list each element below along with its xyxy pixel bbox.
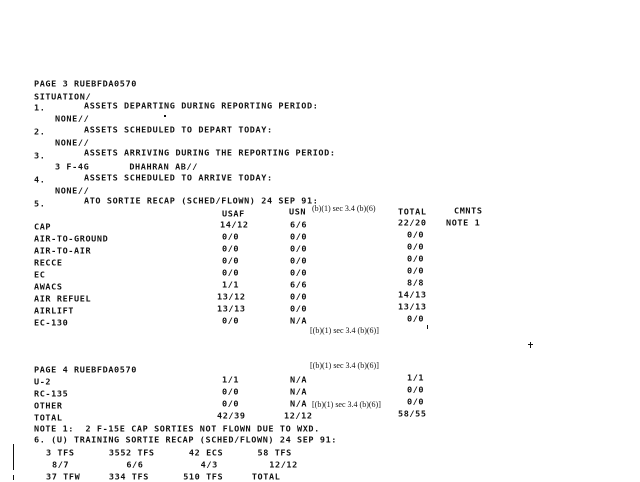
- row-usaf: 13/12: [217, 293, 246, 302]
- row-total: 1/1: [407, 374, 425, 383]
- row-total: 58/55: [398, 410, 427, 419]
- scan-speck: [427, 325, 428, 329]
- item-3-number: 3.: [34, 152, 46, 161]
- training-units-2: 37 TFW 334 TFS 510 TFS TOTAL: [46, 473, 281, 482]
- row-total: 0/0: [407, 398, 425, 407]
- item-4-text: ASSETS SCHEDULED TO ARRIVE TODAY:: [84, 174, 273, 183]
- column-header-cmnts: CMNTS: [454, 207, 483, 216]
- row-label: AWACS: [34, 283, 63, 292]
- row-label: OTHER: [34, 402, 63, 411]
- row-usaf: 0/0: [222, 233, 240, 242]
- row-label: AIR-TO-GROUND: [34, 235, 109, 244]
- row-total: 13/13: [398, 303, 427, 312]
- row-label: AIR-TO-AIR: [34, 247, 92, 256]
- row-label: EC: [34, 271, 46, 280]
- row-usaf: 0/0: [222, 269, 240, 278]
- training-values: 8/7 6/6 4/3 12/12: [52, 461, 298, 470]
- row-comments: NOTE 1: [446, 219, 481, 228]
- page-3-header: PAGE 3 RUEBFDA0570: [34, 80, 137, 89]
- redaction-label-inline: [(b)(1) sec 3.4 (b)(6)]: [312, 400, 381, 409]
- row-label: EC-130: [34, 319, 69, 328]
- item-5-number: 5.: [34, 200, 46, 209]
- item-2-number: 2.: [34, 128, 46, 137]
- row-label: RC-135: [34, 390, 69, 399]
- item-3-text: ASSETS ARRIVING DURING THE REPORTING PERIOD:: [84, 149, 336, 158]
- item-4-number: 4.: [34, 176, 46, 185]
- row-usaf: 1/1: [222, 376, 240, 385]
- item-6-text: 6. (U) TRAINING SORTIE RECAP (SCHED/FLOWN) 24 SEP 91:: [34, 436, 338, 445]
- scan-speck: [530, 342, 531, 348]
- item-4-value: NONE//: [55, 187, 90, 196]
- row-usn: 0/0: [290, 293, 308, 302]
- row-label: RECCE: [34, 259, 63, 268]
- row-usaf: 0/0: [222, 257, 240, 266]
- row-usn: 0/0: [290, 245, 308, 254]
- row-total: 14/13: [398, 291, 427, 300]
- scan-edge-mark: [13, 444, 14, 470]
- item-2-text: ASSETS SCHEDULED TO DEPART TODAY:: [84, 126, 273, 135]
- row-label: U-2: [34, 378, 52, 387]
- row-usaf: 0/0: [222, 245, 240, 254]
- row-usn: N/A: [290, 388, 308, 397]
- row-label: TOTAL: [34, 414, 63, 423]
- row-total: 22/20: [398, 219, 427, 228]
- row-label: AIR REFUEL: [34, 295, 92, 304]
- row-usaf: 0/0: [222, 317, 240, 326]
- row-usn: 0/0: [290, 269, 308, 278]
- row-usaf: 1/1: [222, 281, 240, 290]
- row-usaf: 42/39: [217, 412, 246, 421]
- row-usn: N/A: [290, 400, 308, 409]
- row-total: 0/0: [407, 255, 425, 264]
- redaction-label-top: (b)(1) sec 3.4 (b)(6): [312, 204, 376, 213]
- row-usaf: 0/0: [222, 400, 240, 409]
- row-usn: 0/0: [290, 305, 308, 314]
- column-header-usn: USN: [289, 208, 307, 217]
- row-total: 0/0: [407, 267, 425, 276]
- row-total: 0/0: [407, 243, 425, 252]
- row-usaf: 13/13: [217, 305, 246, 314]
- redaction-label-bottom: [(b)(1) sec 3.4 (b)(6)]: [310, 326, 379, 335]
- situation-heading: SITUATION/: [34, 93, 92, 102]
- scan-edge-mark: [13, 475, 14, 480]
- row-usn: N/A: [290, 376, 308, 385]
- row-label: AIRLIFT: [34, 307, 75, 316]
- row-usn: 6/6: [290, 221, 308, 230]
- row-usn: N/A: [290, 317, 308, 326]
- item-3-value: 3 F-4G DHAHRAN AB//: [55, 163, 198, 172]
- note-1: NOTE 1: 2 F-15E CAP SORTIES NOT FLOWN DUE TO WXD.: [34, 425, 320, 434]
- row-usaf: 14/12: [220, 221, 249, 230]
- scan-speck: [528, 344, 533, 345]
- item-1-text: ASSETS DEPARTING DURING REPORTING PERIOD:: [84, 102, 319, 111]
- row-usn: 0/0: [290, 233, 308, 242]
- row-label: CAP: [34, 223, 52, 232]
- row-usn: 6/6: [290, 281, 308, 290]
- row-total: 0/0: [407, 231, 425, 240]
- redaction-label-page4: [(b)(1) sec 3.4 (b)(6)]: [310, 361, 379, 370]
- row-total: 8/8: [407, 279, 425, 288]
- item-2-value: NONE//: [55, 139, 90, 148]
- scan-speck: [164, 115, 166, 117]
- row-total: 0/0: [407, 315, 425, 324]
- item-1-value: NONE//: [55, 115, 90, 124]
- column-header-usaf: USAF: [222, 210, 245, 219]
- item-1-number: 1.: [34, 104, 46, 113]
- row-total: 0/0: [407, 386, 425, 395]
- item-5-text: ATO SORTIE RECAP (SCHED/FLOWN) 24 SEP 91:: [84, 197, 319, 206]
- row-usn: 12/12: [284, 412, 313, 421]
- row-usn: 0/0: [290, 257, 308, 266]
- training-units: 3 TFS 3552 TFS 42 ECS 58 TFS: [46, 449, 292, 458]
- page-4-header: PAGE 4 RUEBFDA0570: [34, 366, 137, 375]
- column-header-total: TOTAL: [398, 208, 427, 217]
- row-usaf: 0/0: [222, 388, 240, 397]
